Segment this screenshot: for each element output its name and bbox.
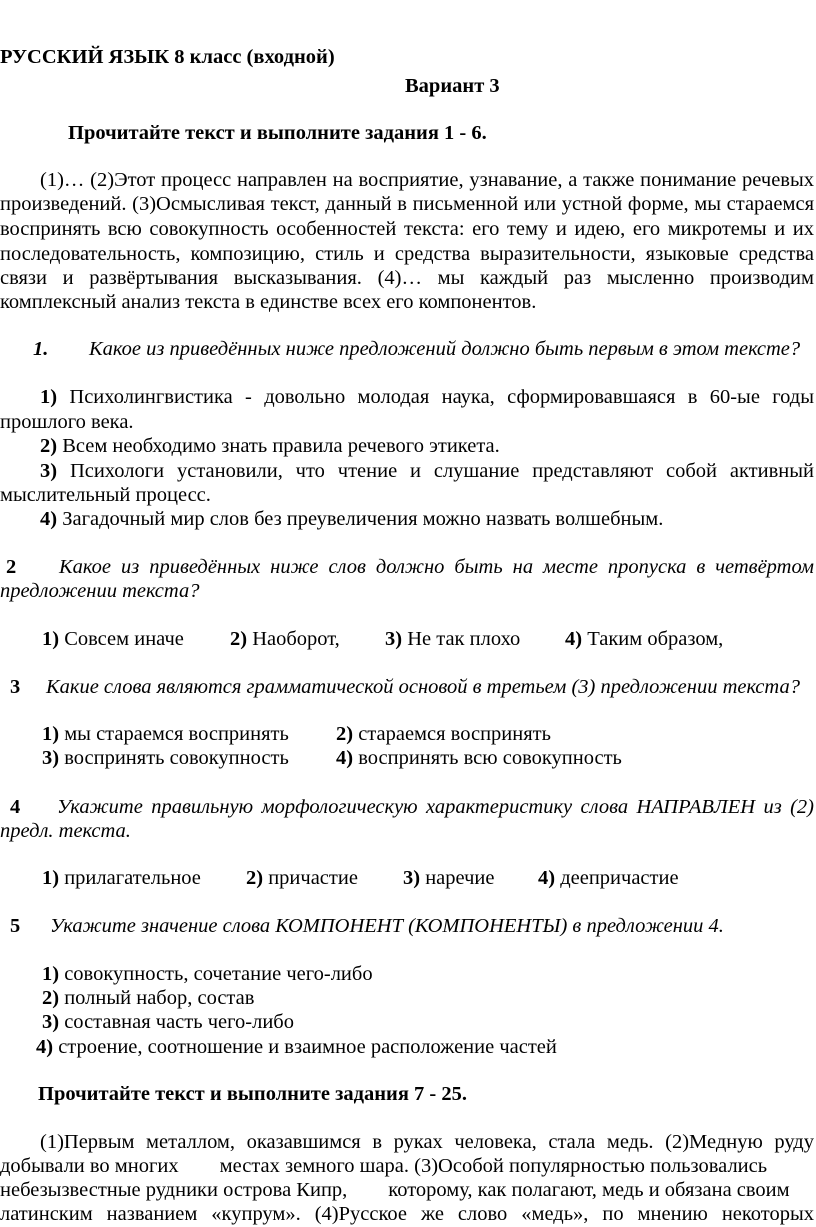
option-text: Не так плохо bbox=[407, 628, 521, 650]
question-text: Укажите значение слова КОМПОНЕНТ (КОМПОНЕНТЫ) в предложении 4. bbox=[50, 915, 724, 937]
option-number: 3) bbox=[40, 460, 58, 482]
option-4 bbox=[40, 507, 663, 532]
question-text: Укажите правильную морфологическую характеристику слова НАПРАВЛЕН из (2) bbox=[57, 796, 814, 818]
option-number: 2) bbox=[40, 435, 58, 457]
option-4 bbox=[538, 866, 679, 891]
text-line: латинским названием «купрум». (4)Русское же слово «медь», по мнению некоторых bbox=[0, 1203, 814, 1225]
option-2 bbox=[246, 866, 358, 891]
option-number: 3) bbox=[42, 747, 60, 769]
option-number: 2) bbox=[42, 987, 60, 1009]
question-text: Какое из приведённых ниже предложений должно быть первым в этом тексте? bbox=[89, 338, 801, 360]
option-4 bbox=[36, 1035, 557, 1060]
option-text: Совсем иначе bbox=[64, 628, 184, 650]
text-line: комплексный анализ текста в единстве всех его компонентов. bbox=[0, 291, 537, 313]
section2-instruction: Прочитайте текст и выполните задания 7 - 25. bbox=[38, 1083, 467, 1105]
option-number: 4) bbox=[40, 508, 58, 530]
option-3 bbox=[42, 746, 289, 771]
option-2 bbox=[42, 986, 254, 1011]
option-3-cont: мыслительный процесс. bbox=[0, 484, 211, 506]
option-text: полный набор, состав bbox=[64, 987, 255, 1009]
option-1 bbox=[40, 385, 814, 410]
option-text: наречие bbox=[425, 867, 495, 889]
option-number: 4) bbox=[538, 867, 556, 889]
option-1-cont: прошлого века. bbox=[0, 411, 134, 433]
option-2 bbox=[230, 627, 340, 652]
option-text: Наоборот, bbox=[252, 628, 340, 650]
option-text: причастие bbox=[268, 867, 358, 889]
option-3 bbox=[403, 866, 495, 891]
text-line: небезызвестные рудники острова Кипр, которому, как полагают, медь и обязана своим bbox=[0, 1179, 790, 1201]
option-2 bbox=[336, 722, 551, 747]
option-text: воспринять всю совокупность bbox=[358, 747, 622, 769]
option-text: воспринять совокупность bbox=[64, 747, 289, 769]
option-1 bbox=[42, 962, 373, 987]
option-4 bbox=[336, 746, 622, 771]
variant-label: Вариант 3 bbox=[405, 75, 500, 97]
option-number: 3) bbox=[42, 1011, 60, 1033]
option-text: Психологи установили, что чтение и слушание представляют собой активный bbox=[69, 460, 814, 482]
text-line: добывали во многих местах земного шара. (3)Особой популярностью пользовались bbox=[0, 1155, 768, 1177]
option-text: мы стараемся воспринять bbox=[64, 723, 289, 745]
option-text: Психолингвистика - довольно молодая наука, сформировавшаяся в 60-ые годы bbox=[69, 386, 815, 408]
option-number: 1) bbox=[42, 723, 60, 745]
question-text-cont: предл. текста. bbox=[0, 820, 131, 842]
option-number: 4) bbox=[336, 747, 354, 769]
question-number: 4 bbox=[10, 796, 21, 818]
option-number: 3) bbox=[403, 867, 421, 889]
question-number: 2 bbox=[6, 556, 17, 578]
option-3 bbox=[385, 627, 520, 652]
text-line: (1)Первым металлом, оказавшимся в руках человека, стала медь. (2)Медную руду bbox=[40, 1131, 814, 1153]
option-text: Таким образом, bbox=[587, 628, 724, 650]
option-3 bbox=[40, 459, 814, 484]
option-1 bbox=[42, 722, 289, 747]
question-number: 1. bbox=[33, 338, 49, 360]
text-line: воспринять всю совокупность особенностей текста: его тему и идею, его микротемы и их bbox=[0, 218, 814, 240]
option-1 bbox=[42, 866, 201, 891]
question-text-cont: предложении текста? bbox=[0, 580, 200, 602]
option-number: 1) bbox=[42, 867, 60, 889]
option-text: прилагательное bbox=[64, 867, 201, 889]
option-number: 4) bbox=[565, 628, 583, 650]
option-3 bbox=[42, 1010, 294, 1035]
option-number: 1) bbox=[42, 628, 60, 650]
text-line: (1)… (2)Этот процесс направлен на восприятие, узнавание, а также понимание речевых bbox=[40, 169, 814, 191]
text-line: последовательность, композицию, стиль и средства выразительности, языковые средства bbox=[0, 243, 814, 265]
option-number: 2) bbox=[246, 867, 264, 889]
page-title: РУССКИЙ ЯЗЫК 8 класс (входной) bbox=[0, 46, 335, 68]
option-text: строение, соотношение и взаимное расположение частей bbox=[58, 1036, 557, 1058]
option-text: совокупность, сочетание чего-либо bbox=[64, 963, 373, 985]
question-number: 3 bbox=[10, 676, 21, 698]
question-text: Какое из приведённых ниже слов должно быть на месте пропуска в четвёртом bbox=[59, 556, 814, 578]
text-line: произведений. (3)Осмысливая текст, данный в письменной или устной форме, мы стараемся bbox=[0, 193, 814, 215]
option-1 bbox=[42, 627, 184, 652]
option-text: Загадочный мир слов без преувеличения можно назвать волшебным. bbox=[62, 508, 664, 530]
section1-instruction: Прочитайте текст и выполните задания 1 - 6. bbox=[68, 122, 487, 144]
option-text: Всем необходимо знать правила речевого этикета. bbox=[62, 435, 500, 457]
option-text: составная часть чего-либо bbox=[64, 1011, 294, 1033]
question-text: Какие слова являются грамматической основой в третьем (3) предложении текста? bbox=[46, 676, 800, 698]
option-4 bbox=[565, 627, 723, 652]
option-number: 2) bbox=[230, 628, 248, 650]
question-number: 5 bbox=[10, 915, 21, 937]
option-number: 4) bbox=[36, 1036, 54, 1058]
text-line: связи и развёртывания высказывания. (4)… мы каждый раз мысленно производим bbox=[0, 267, 814, 289]
option-number: 2) bbox=[336, 723, 354, 745]
option-2 bbox=[40, 434, 500, 459]
option-text: деепричастие bbox=[560, 867, 679, 889]
option-text: стараемся воспринять bbox=[358, 723, 551, 745]
option-number: 3) bbox=[385, 628, 403, 650]
option-number: 1) bbox=[42, 963, 60, 985]
option-number: 1) bbox=[40, 386, 58, 408]
